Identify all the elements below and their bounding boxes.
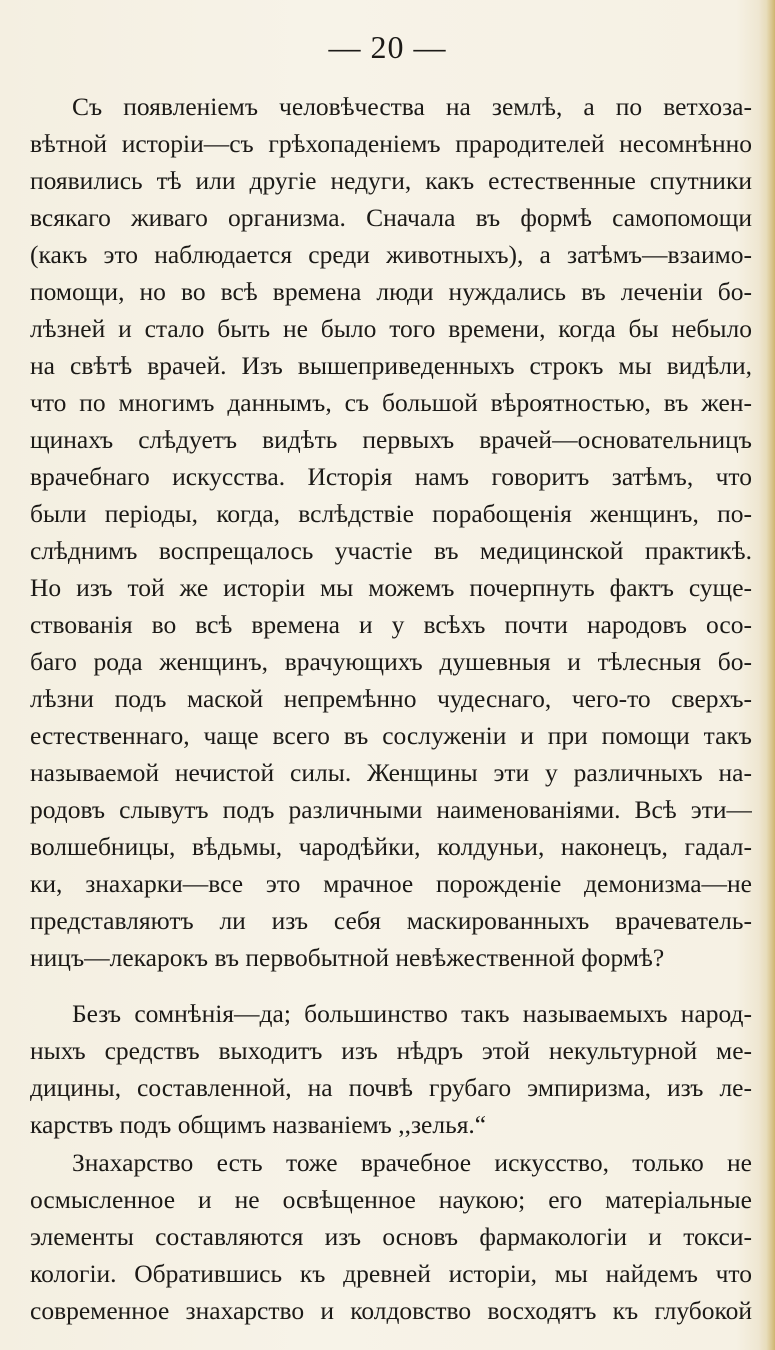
text-line: родовъ слывутъ подъ различными наименованіями. Всѣ эти— bbox=[30, 795, 752, 824]
paragraph bbox=[30, 1144, 752, 1329]
text-line: помощи, но во всѣ времена люди нуждались въ леченіи бо- bbox=[30, 277, 752, 306]
text-line: элементы составляются изъ основъ фармакологіи и токси- bbox=[30, 1222, 752, 1251]
text-line: на свѣтѣ врачей. Изъ вышеприведенныхъ строкъ мы видѣли, bbox=[30, 351, 752, 380]
text-line: всякаго живаго организма. Сначала въ формѣ самопомощи bbox=[30, 203, 752, 232]
page-edge bbox=[759, 0, 775, 1350]
text-line: лѣзни подъ маской непремѣнно чудеснаго, чего-то сверхъ- bbox=[30, 684, 752, 713]
text-line: современное знахарство и колдовство восходятъ къ глубокой bbox=[30, 1296, 752, 1325]
text-line: появились тѣ или другіе недуги, какъ естественные спутники bbox=[30, 166, 752, 195]
text-line: ницъ—лекарокъ въ первобытной невѣжественной формѣ? bbox=[30, 943, 665, 972]
text-line: Но изъ той же исторіи мы можемъ почерпнуть фактъ суще- bbox=[30, 573, 752, 602]
text-line: слѣднимъ воспрещалось участіе въ медицинской практикѣ. bbox=[30, 536, 752, 565]
text-line: (какъ это наблюдается среди животныхъ), а затѣмъ—взаимо- bbox=[30, 240, 752, 269]
text-line: врачебнаго искусства. Исторія намъ говоритъ затѣмъ, что bbox=[30, 462, 752, 491]
text-line: называемой нечистой силы. Женщины эти у различныхъ на- bbox=[30, 758, 752, 787]
text-line: Знахарство есть тоже врачебное искусство, только не bbox=[72, 1148, 752, 1177]
text-line: Безъ сомнѣнія—да; большинство такъ называемыхъ народ- bbox=[72, 999, 752, 1028]
text-line: что по многимъ даннымъ, съ большой вѣроятностью, въ жен- bbox=[30, 388, 752, 417]
text-line: вѣтной исторіи—съ грѣхопаденіемъ прародителей несомнѣнно bbox=[30, 129, 752, 158]
text-line: были періоды, когда, вслѣдствіе порабощенія женщинъ, по- bbox=[30, 499, 752, 528]
text-line: естественнаго, чаще всего въ сослуженіи и при помощи такъ bbox=[30, 721, 752, 750]
text-line: щинахъ слѣдуетъ видѣть первыхъ врачей—основательницъ bbox=[30, 425, 752, 454]
text-line: ствованія во всѣ времена и у всѣхъ почти народовъ осо- bbox=[30, 610, 752, 639]
paragraph-spacer bbox=[30, 976, 752, 995]
text-line: лѣзней и стало быть не было того времени, когда бы небыло bbox=[30, 314, 752, 343]
text-line: дицины, составленной, на почвѣ грубаго эмпиризма, изъ ле- bbox=[30, 1073, 752, 1102]
text-line: волшебницы, вѣдьмы, чародѣйки, колдуньи, наконецъ, гадал- bbox=[30, 832, 752, 861]
text-line: ки, знахарки—все это мрачное порожденіе демонизма—не bbox=[30, 869, 752, 898]
text-line: представляютъ ли изъ себя маскированныхъ врачеватель- bbox=[30, 906, 752, 935]
paragraph bbox=[30, 995, 752, 1143]
text-line: ныхъ средствъ выходитъ изъ нѣдръ этой некультурной ме- bbox=[30, 1036, 752, 1065]
text-line: Съ появленіемъ человѣчества на землѣ, а по ветхоза- bbox=[72, 92, 752, 121]
body-text bbox=[30, 88, 752, 1329]
text-line: баго рода женщинъ, врачующихъ душевныя и тѣлесныя бо- bbox=[30, 647, 752, 676]
text-line: осмысленное и не освѣщенное наукою; его матеріальные bbox=[30, 1185, 752, 1214]
text-line: кологіи. Обратившись къ древней исторіи, мы найдемъ что bbox=[30, 1259, 752, 1288]
text-line: карствъ подъ общимъ названіемъ ,,зелья.“ bbox=[30, 1110, 487, 1139]
page-number: — 20 — bbox=[328, 29, 447, 65]
paragraph bbox=[30, 88, 752, 976]
